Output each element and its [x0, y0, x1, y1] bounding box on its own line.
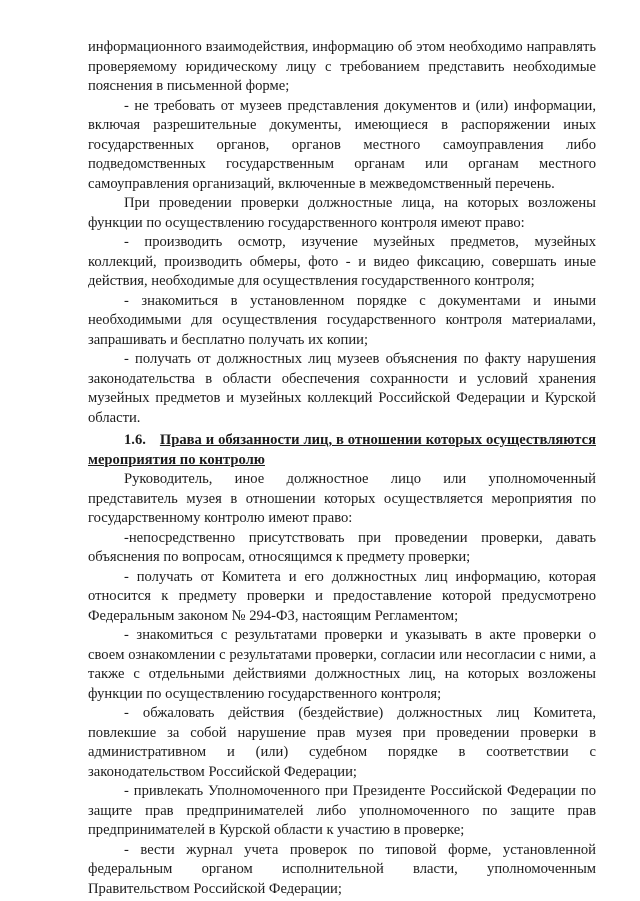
paragraph: -непосредственно присутствовать при проведении проверки, давать объяснения по вопросам, относящимся к предмету проверки; — [88, 529, 596, 565]
section-number: 1.6. — [124, 432, 146, 448]
paragraph: - производить осмотр, изучение музейных предметов, музейных коллекций, производить обмеры, фото - и видео фиксацию, совершать иные действия, необходимые для осуществления государственного контроля; — [88, 234, 596, 289]
paragraph: - вести журнал учета проверок по типовой форме, установленной федеральным органом исполнительной власти, уполномоченным Правительством Российской Федерации; — [88, 841, 596, 897]
paragraph: - привлекать Уполномоченного при Президенте Российской Федерации по защите прав предпринимателей либо уполномоченного по защите прав предпринимателей в Курской области к участию в проверке; — [88, 783, 596, 838]
paragraph: При проведении проверки должностные лица, на которых возложены функции по осуществлению государственного контроля имеют право: — [88, 195, 596, 231]
document-page — [88, 38, 596, 899]
paragraph: - получать от Комитета и его должностных лиц информацию, которая относится к предмету проверки и предоставление которой предусмотрено Федеральным законом № 294-ФЗ, настоящим Регламентом; — [88, 568, 596, 624]
section-heading — [88, 431, 596, 470]
paragraph: - получать от должностных лиц музеев объяснения по факту нарушения законодательства в области обеспечения сохранности и условий хранения музейных предметов и музейных коллекций Российской Федерации и Курской области. — [88, 351, 596, 426]
paragraph: - знакомиться в установленном порядке с документами и иными необходимыми для осуществления государственного контроля материалами, запрашивать и бесплатно получать их копии; — [88, 292, 596, 348]
section-title: Права и обязанности лиц, в отношении которых осуществляются мероприятия по контролю — [88, 432, 596, 468]
paragraph: информационного взаимодействия, информацию об этом необходимо направлять проверяемому юридическому лицу с требованием представить необходимые пояснения в письменной форме; — [88, 39, 596, 94]
paragraph: - знакомиться с результатами проверки и указывать в акте проверки о своем ознакомлении с результатами проверки, согласии или несогласии с ними, а также с отдельными действиями должностных лиц, на которых возложены функции по осуществлению государственного контроля; — [88, 627, 596, 702]
paragraph: - не требовать от музеев представления документов и (или) информации, включая разрешительные документы, имеющиеся в распоряжении иных государственных органов, органов местного самоуправления либо подведомственных государственным органам или органам местного самоуправления организаций, включенные в межведомственный перечень. — [88, 97, 596, 192]
paragraph: Руководитель, иное должностное лицо или уполномоченный представитель музея в отношении которых осуществляется мероприятия по государственному контролю имеют право: — [88, 471, 596, 526]
paragraph: - обжаловать действия (бездействие) должностных лиц Комитета, повлекшие за собой нарушение прав музея при проведении проверки в административном и (или) судебном порядке в соответствии с законодательством Российской Федерации; — [88, 705, 596, 780]
